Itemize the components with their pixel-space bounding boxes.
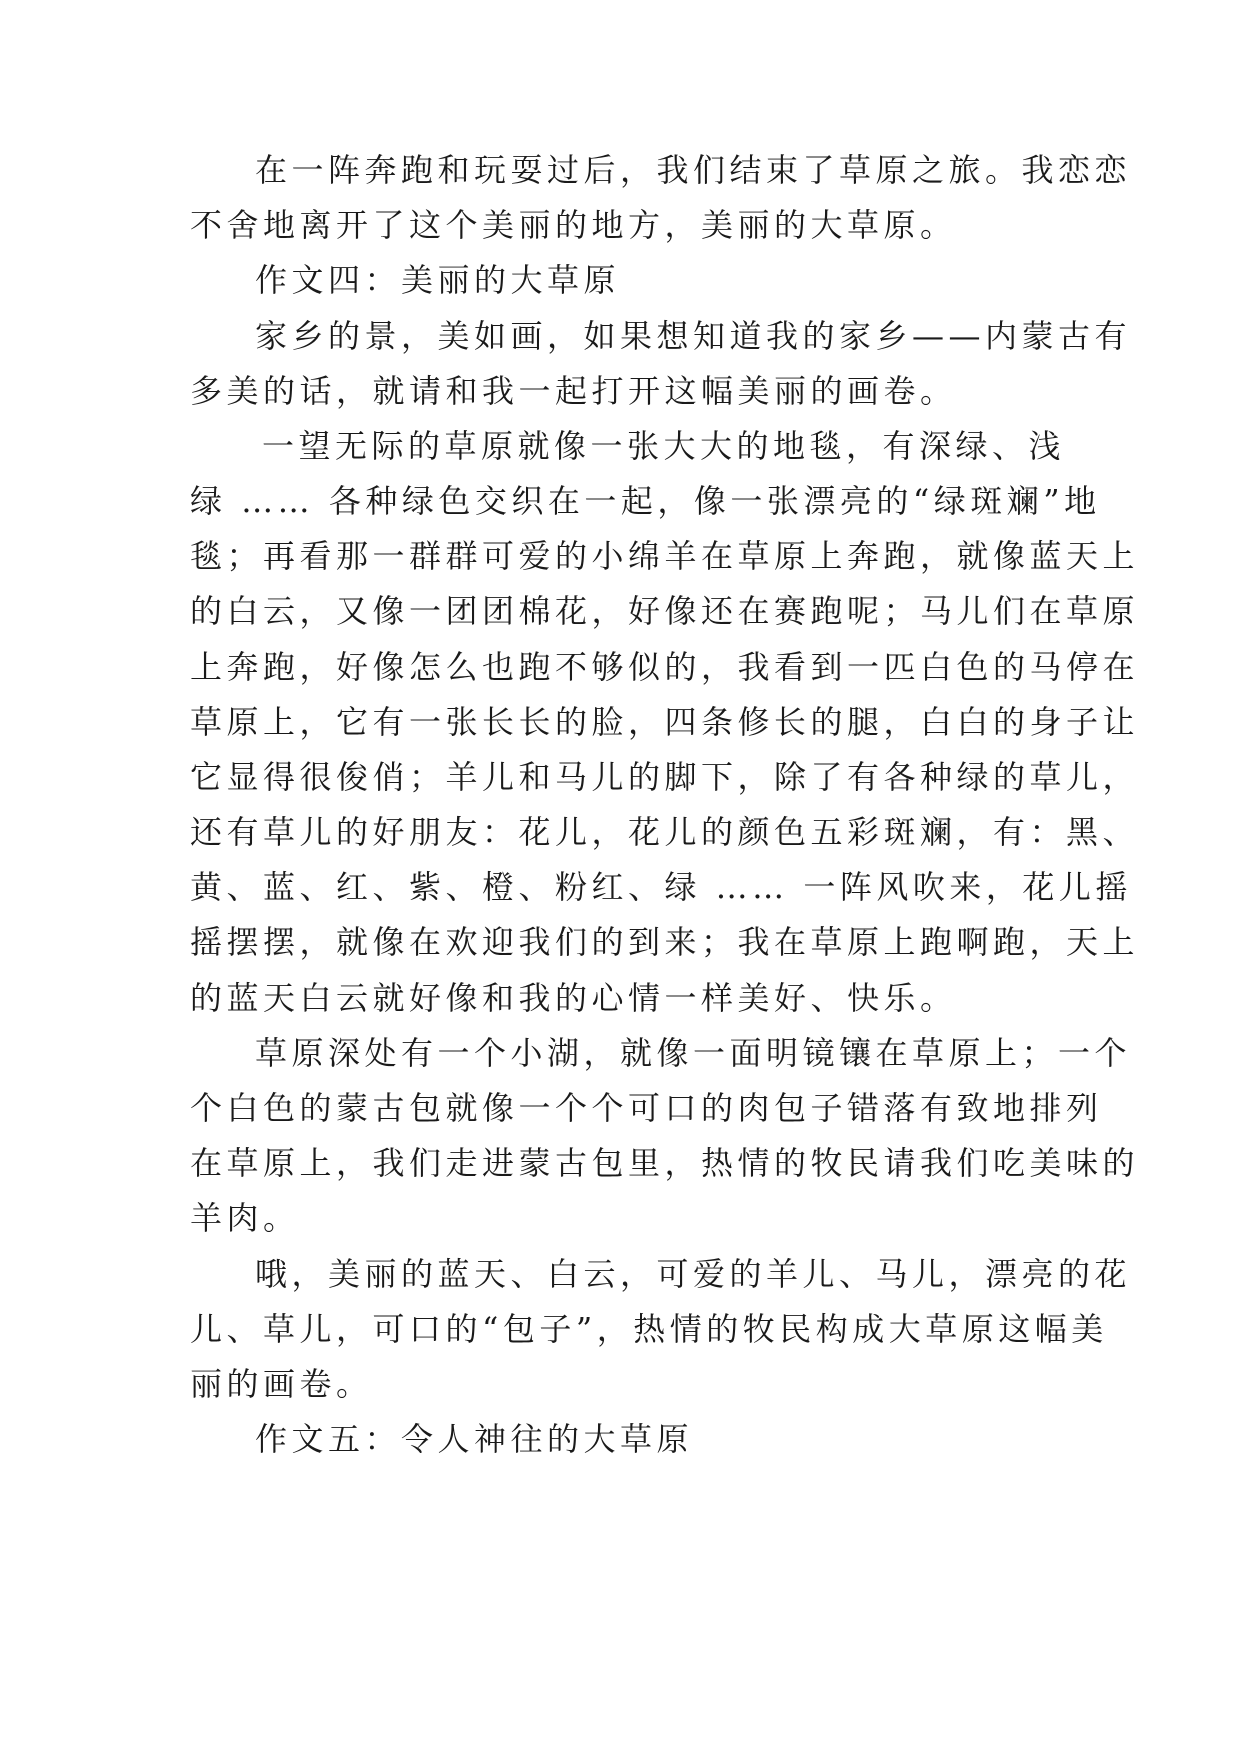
paragraph-line: 的白云，又像一团团棉花，好像还在赛跑呢；马儿们在草原 (190, 592, 1140, 630)
paragraph-line: 家乡的景，美如画，如果想知道我的家乡——内蒙古有 (255, 317, 1132, 355)
paragraph-line: 羊肉。 (190, 1199, 300, 1237)
paragraph-line: 黄、蓝、红、紫、橙、粉红、绿 …… 一阵风吹来，花儿摇 (190, 868, 1132, 906)
paragraph-line: 个白色的蒙古包就像一个个可口的肉包子错落有致地排列 (190, 1089, 1103, 1127)
paragraph-line: 哦，美丽的蓝天、白云，可爱的羊儿、马儿，漂亮的花 (255, 1255, 1132, 1293)
paragraph-line: 上奔跑，好像怎么也跑不够似的，我看到一匹白色的马停在 (190, 648, 1140, 686)
paragraph-line: 一望无际的草原就像一张大大的地毯，有深绿、浅 (262, 427, 1066, 465)
paragraph-line: 草原深处有一个小湖，就像一面明镜镶在草原上；一个 (255, 1034, 1132, 1072)
paragraph-line: 不舍地离开了这个美丽的地方，美丽的大草原。 (190, 206, 957, 244)
paragraph-line: 在一阵奔跑和玩耍过后，我们结束了草原之旅。我恋恋 (255, 151, 1132, 189)
paragraph-line: 儿、草儿，可口的“包子”，热情的牧民构成大草原这幅美 (190, 1310, 1108, 1348)
paragraph-line: 的蓝天白云就好像和我的心情一样美好、快乐。 (190, 979, 957, 1017)
section-heading: 作文四：美丽的大草原 (255, 261, 621, 299)
paragraph-line: 多美的话，就请和我一起打开这幅美丽的画卷。 (190, 372, 957, 410)
paragraph-line: 草原上，它有一张长长的脸，四条修长的腿，白白的身子让 (190, 703, 1140, 741)
paragraph-line: 绿 …… 各种绿色交织在一起，像一张漂亮的“绿斑斓”地 (190, 482, 1101, 520)
paragraph-line: 它显得很俊俏；羊儿和马儿的脚下，除了有各种绿的草儿， (190, 758, 1140, 796)
section-heading: 作文五：令人神往的大草原 (255, 1420, 694, 1458)
paragraph-line: 在草原上，我们走进蒙古包里，热情的牧民请我们吃美味的 (190, 1144, 1140, 1182)
paragraph-line: 丽的画卷。 (190, 1365, 373, 1403)
paragraph-line: 摇摆摆，就像在欢迎我们的到来；我在草原上跑啊跑，天上 (190, 923, 1140, 961)
paragraph-line: 毯；再看那一群群可爱的小绵羊在草原上奔跑，就像蓝天上 (190, 537, 1140, 575)
paragraph-line: 还有草儿的好朋友：花儿，花儿的颜色五彩斑斓，有：黑、 (190, 813, 1140, 851)
